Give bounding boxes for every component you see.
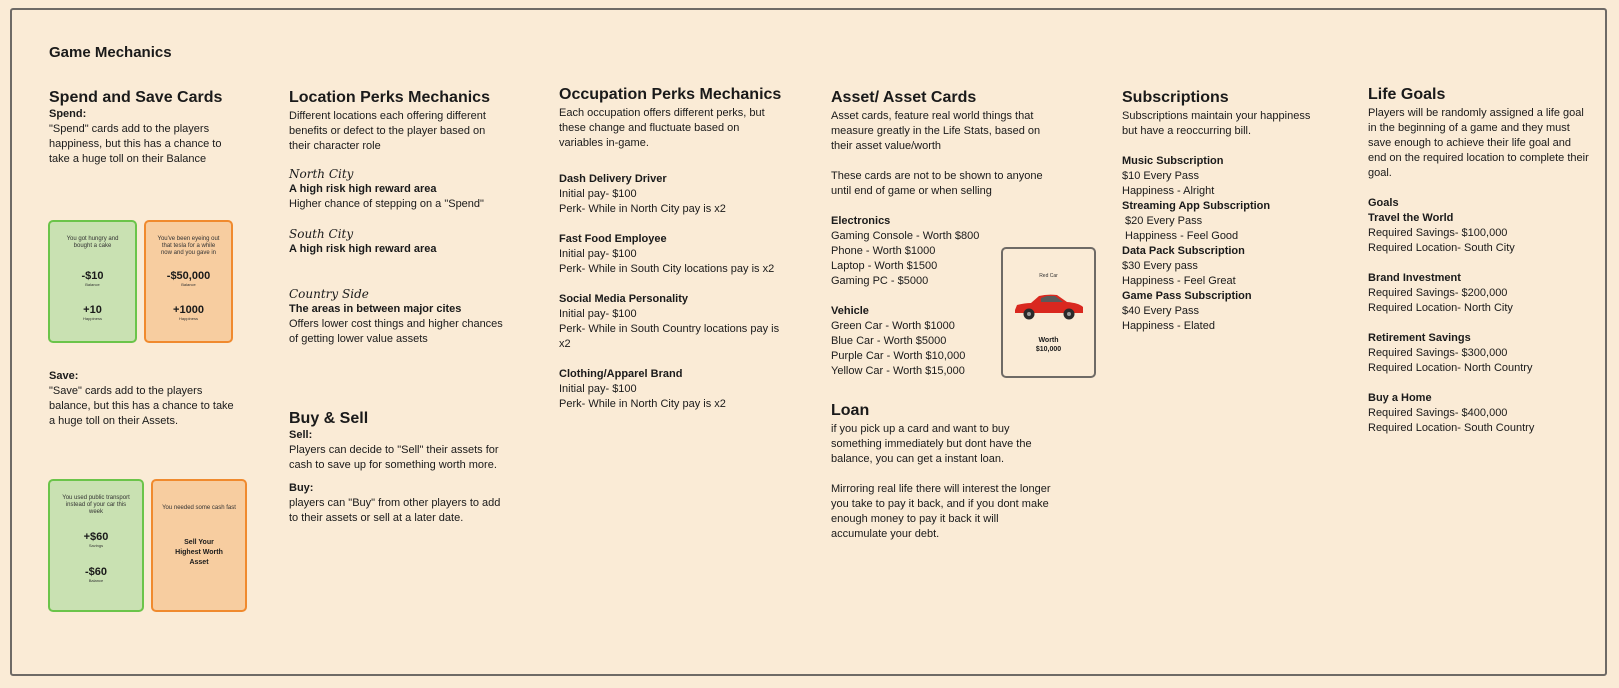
job-pay: Initial pay- $100: [559, 188, 637, 200]
vehicle-item: Yellow Car - Worth $15,000: [831, 365, 965, 377]
asset-card-red-car[interactable]: [1001, 247, 1096, 378]
sell-text: Players can decide to "Sell" their assets for cash to save up for something worth more.: [289, 444, 499, 471]
buy-sell-title: Buy & Sell: [289, 410, 369, 427]
subscription-price: $10 Every Pass: [1122, 170, 1200, 182]
assets-title: Asset/ Asset Cards: [831, 89, 977, 106]
subscription-happiness: Happiness - Alright: [1122, 185, 1215, 197]
card-value-2: +1000: [173, 304, 204, 316]
loan-section: [831, 402, 1051, 542]
life-goals-section: [1368, 86, 1590, 436]
card-text: You needed some cash fast: [162, 505, 236, 511]
card-value-1: -$50,000: [166, 270, 211, 282]
subscriptions-intro: Subscriptions maintain your happiness but have a reoccurring bill.: [1122, 110, 1311, 137]
save-section: [49, 369, 239, 429]
goal-name: Retirement Savings: [1368, 332, 1471, 344]
location-country-side: [289, 286, 509, 347]
goal-item: [1368, 391, 1590, 436]
vehicle-item: Green Car - Worth $1000: [831, 320, 955, 332]
place-text: Offers lower cost things and higher chances of getting lower value assets: [289, 318, 503, 345]
goal-location: Required Location- North City: [1368, 302, 1513, 314]
subscription-name: Streaming App Subscription: [1122, 200, 1271, 212]
subscription-price: $40 Every Pass: [1122, 305, 1200, 317]
goal-location: Required Location- North Country: [1368, 362, 1533, 374]
goal-name: Buy a Home: [1368, 392, 1432, 404]
goal-savings: Required Savings- $300,000: [1368, 347, 1508, 359]
place-bold: A high risk high reward area: [289, 243, 437, 255]
goal-item: [1368, 211, 1590, 256]
life-goals-title: Life Goals: [1368, 86, 1446, 103]
location-south-city: [289, 226, 509, 257]
goal-item: [1368, 271, 1590, 316]
red-car-icon: [1013, 292, 1085, 322]
subscription-price: $30 Every pass: [1122, 260, 1198, 272]
occupation-list: [559, 172, 784, 412]
asset-card-name: Red Car: [1039, 273, 1058, 279]
card-label-2: Balance: [88, 578, 104, 583]
vehicle-item: Purple Car - Worth $10,000: [831, 350, 966, 362]
card-label-2: Happiness: [179, 316, 198, 321]
page-title: Game Mechanics: [49, 44, 172, 61]
job-perk: Perk- While in North City pay is x2: [559, 203, 726, 215]
assets-intro: Asset cards, feature real world things that measure greatly in the Life Stats, based on their asset value/worth: [831, 110, 1041, 152]
spend-save-section: [49, 89, 239, 167]
subscription-happiness: Happiness - Elated: [1122, 320, 1215, 332]
subscription-price: $20 Every Pass: [1122, 215, 1203, 227]
card-label-1: Savings: [88, 543, 104, 548]
electronics-item: Gaming PC - $5000: [831, 275, 929, 287]
job-perk: Perk- While in North City pay is x2: [559, 398, 726, 410]
job-name: Fast Food Employee: [559, 233, 667, 245]
occupation-section: [559, 86, 784, 151]
job-perk: Perk- While in South Country locations pay is x2: [559, 323, 780, 350]
card-text: You used public transport instead of your car this week: [62, 495, 130, 515]
card-text: You got hungry and bought a cake: [66, 236, 119, 249]
location-title: Location Perks Mechanics: [289, 89, 490, 106]
job-pay: Initial pay- $100: [559, 308, 637, 320]
subscription-name: Game Pass Subscription: [1122, 290, 1252, 302]
goal-location: Required Location- South City: [1368, 242, 1515, 254]
life-goals-intro: Players will be randomly assigned a life goal in the beginning of a game and they must save enough to achieve their life goal and end on the required location to complete their goal.: [1368, 107, 1589, 179]
sell-label: Sell:: [289, 429, 313, 441]
location-north-city: [289, 166, 509, 212]
save-label: Save:: [49, 370, 79, 382]
job-item: [559, 172, 784, 217]
job-name: Social Media Personality: [559, 293, 688, 305]
place-name: South City: [289, 227, 354, 241]
assets-note: These cards are not to be shown to anyone until end of game or when selling: [831, 170, 1043, 197]
vehicle-item: Blue Car - Worth $5000: [831, 335, 947, 347]
job-pay: Initial pay- $100: [559, 383, 637, 395]
goal-location: Required Location- South Country: [1368, 422, 1535, 434]
save-card-transport[interactable]: [48, 479, 144, 612]
spend-label: Spend:: [49, 108, 87, 120]
occupation-title: Occupation Perks Mechanics: [559, 86, 782, 103]
card-text: You've been eyeing out that tesla for a while now and you gave in: [157, 236, 220, 256]
electronics-item: Laptop - Worth $1500: [831, 260, 938, 272]
place-text: Higher chance of stepping on a "Spend": [289, 198, 484, 210]
occupation-intro: Each occupation offers different perks, but these change and fluctuate based on variables in-game.: [559, 107, 765, 149]
subscription-name: Data Pack Subscription: [1122, 245, 1245, 257]
location-intro: Different locations each offering different benefits or defect to the player based on their character role: [289, 110, 486, 152]
place-name: Country Side: [289, 287, 369, 301]
loan-title: Loan: [831, 402, 870, 419]
job-item: [559, 292, 784, 352]
card-label-1: Balance: [181, 282, 196, 287]
spend-text: "Spend" cards add to the players happiness, but this has a chance to take a huge toll on their Balance: [49, 123, 222, 165]
card-label-2: Happiness: [83, 316, 102, 321]
electronics-label: Electronics: [831, 215, 891, 227]
card-value-2: -$60: [84, 566, 108, 578]
card-value-2: +10: [83, 304, 102, 316]
card-value-1: +$60: [83, 531, 109, 543]
subscriptions-title: Subscriptions: [1122, 89, 1229, 106]
job-name: Dash Delivery Driver: [559, 173, 667, 185]
goal-savings: Required Savings- $400,000: [1368, 407, 1508, 419]
location-section: [289, 89, 509, 154]
job-name: Clothing/Apparel Brand: [559, 368, 683, 380]
goal-item: [1368, 331, 1590, 376]
spend-save-title: Spend and Save Cards: [49, 89, 223, 106]
job-item: [559, 232, 784, 277]
goal-savings: Required Savings- $100,000: [1368, 227, 1508, 239]
subscription-happiness: Happiness - Feel Great: [1122, 275, 1236, 287]
place-bold: The areas in between major cites: [289, 303, 462, 315]
loan-text-1: if you pick up a card and want to buy something immediately but dont have the balance, you can get a instant loan.: [831, 423, 1032, 465]
electronics-item: Phone - Worth $1000: [831, 245, 936, 257]
place-name: North City: [289, 167, 354, 181]
buy-label: Buy:: [289, 482, 314, 494]
card-value-1: -$10: [81, 270, 104, 282]
asset-card-worth-label: Worth: [1038, 337, 1059, 344]
subscription-name: Music Subscription: [1122, 155, 1224, 167]
electronics-item: Gaming Console - Worth $800: [831, 230, 980, 242]
save-text: "Save" cards add to the players balance, but this has a chance to take a huge toll on their Assets.: [49, 385, 234, 427]
place-bold: A high risk high reward area: [289, 183, 437, 195]
buy-text: players can "Buy" from other players to add to their assets or sell at a later date.: [289, 497, 501, 524]
asset-card-worth-value: $10,000: [1035, 346, 1062, 353]
card-main-text: Sell Your Highest Worth Asset: [175, 539, 223, 566]
subscriptions-section: [1122, 89, 1322, 334]
job-pay: Initial pay- $100: [559, 248, 637, 260]
goal-savings: Required Savings- $200,000: [1368, 287, 1508, 299]
goal-name: Brand Investment: [1368, 272, 1461, 284]
spend-card-tesla[interactable]: [144, 220, 233, 343]
goal-name: Travel the World: [1368, 212, 1454, 224]
card-label-1: Balance: [85, 282, 100, 287]
job-perk: Perk- While in South City locations pay is x2: [559, 263, 775, 275]
loan-text-2: Mirroring real life there will interest the longer you take to pay it back, and if you dont make enough money to pay it back it will accumulate your debt.: [831, 483, 1051, 540]
subscription-happiness: Happiness - Feel Good: [1122, 230, 1239, 242]
goals-label: Goals: [1368, 197, 1399, 209]
vehicle-label: Vehicle: [831, 305, 869, 317]
spend-card-cake[interactable]: [48, 220, 137, 343]
job-item: [559, 367, 784, 412]
buy-sell-section: [289, 410, 509, 526]
save-card-cash[interactable]: [151, 479, 247, 612]
